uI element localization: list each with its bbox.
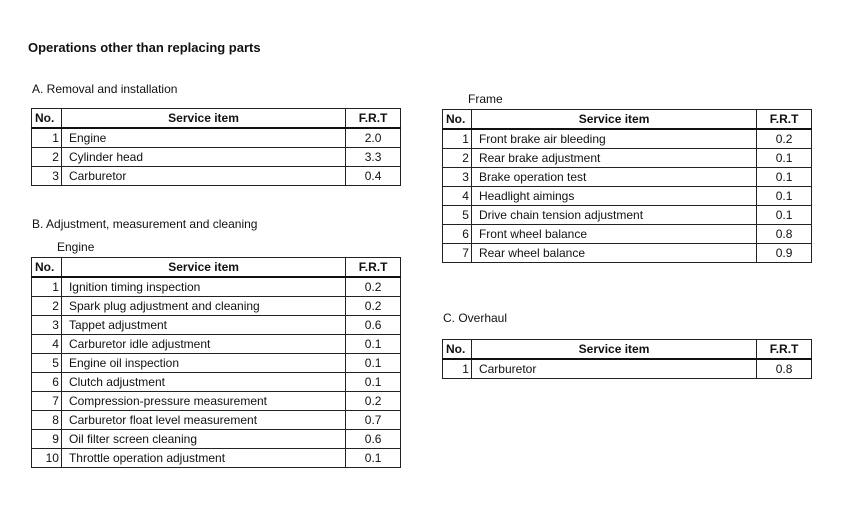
service-item: Carburetor float level measurement	[61, 411, 345, 430]
table-frame-adjustments	[442, 109, 812, 263]
row-number: 2	[32, 297, 62, 316]
frt-value: 0.9	[757, 244, 812, 263]
table-removal-installation	[31, 108, 401, 186]
frt-value: 0.6	[346, 316, 401, 335]
frt-value: 2.0	[346, 128, 401, 148]
row-number: 5	[32, 354, 62, 373]
col-header-no: No.	[443, 110, 472, 130]
col-header-frt: F.R.T	[757, 110, 812, 130]
frt-value: 0.6	[346, 430, 401, 449]
frt-value: 0.8	[757, 359, 812, 379]
table-row	[32, 449, 401, 468]
col-header-service-item: Service item	[471, 110, 756, 130]
table-row	[32, 128, 401, 148]
col-header-no: No.	[32, 109, 62, 129]
col-header-service-item: Service item	[61, 109, 345, 129]
row-number: 3	[443, 168, 472, 187]
table-row	[443, 187, 812, 206]
frt-value: 0.1	[757, 187, 812, 206]
row-number: 10	[32, 449, 62, 468]
row-number: 9	[32, 430, 62, 449]
table-row	[443, 359, 812, 379]
service-item: Rear brake adjustment	[471, 149, 756, 168]
table-row	[443, 225, 812, 244]
table-row	[32, 297, 401, 316]
frt-value: 0.2	[346, 277, 401, 297]
table-row	[32, 373, 401, 392]
col-header-no: No.	[32, 258, 62, 278]
frt-value: 0.1	[346, 335, 401, 354]
row-number: 1	[443, 359, 472, 379]
row-number: 3	[32, 316, 62, 335]
row-number: 2	[32, 148, 62, 167]
table-row	[32, 354, 401, 373]
service-item: Rear wheel balance	[471, 244, 756, 263]
frt-value: 0.7	[346, 411, 401, 430]
row-number: 4	[443, 187, 472, 206]
row-number: 7	[443, 244, 472, 263]
service-item: Engine oil inspection	[61, 354, 345, 373]
service-item: Front brake air bleeding	[471, 129, 756, 149]
row-number: 7	[32, 392, 62, 411]
col-header-frt: F.R.T	[757, 340, 812, 360]
service-item: Headlight aimings	[471, 187, 756, 206]
frt-value: 0.2	[757, 129, 812, 149]
table-row	[443, 168, 812, 187]
service-item: Engine	[61, 128, 345, 148]
engine-subtitle: Engine	[57, 240, 95, 254]
service-item: Spark plug adjustment and cleaning	[61, 297, 345, 316]
service-item: Tappet adjustment	[61, 316, 345, 335]
table-row	[32, 148, 401, 167]
service-item: Throttle operation adjustment	[61, 449, 345, 468]
service-item: Clutch adjustment	[61, 373, 345, 392]
row-number: 1	[443, 129, 472, 149]
frt-value: 0.2	[346, 392, 401, 411]
table-row	[443, 244, 812, 263]
service-item: Ignition timing inspection	[61, 277, 345, 297]
frt-value: 0.1	[346, 449, 401, 468]
col-header-service-item: Service item	[471, 340, 756, 360]
table-engine-adjustments	[31, 257, 401, 468]
table-row	[443, 149, 812, 168]
row-number: 1	[32, 128, 62, 148]
page-title: Operations other than replacing parts	[28, 40, 261, 55]
section-b-title: B. Adjustment, measurement and cleaning	[32, 217, 258, 231]
frt-value: 0.1	[346, 373, 401, 392]
service-item: Carburetor	[61, 167, 345, 186]
row-number: 8	[32, 411, 62, 430]
col-header-service-item: Service item	[61, 258, 345, 278]
service-item: Carburetor	[471, 359, 756, 379]
table-row	[32, 167, 401, 186]
service-item: Carburetor idle adjustment	[61, 335, 345, 354]
row-number: 2	[443, 149, 472, 168]
row-number: 3	[32, 167, 62, 186]
table-overhaul	[442, 339, 812, 379]
table-row	[32, 430, 401, 449]
service-item: Compression-pressure measurement	[61, 392, 345, 411]
table-row	[32, 316, 401, 335]
table-row	[32, 392, 401, 411]
table-row	[32, 335, 401, 354]
table-row	[32, 411, 401, 430]
frt-value: 0.8	[757, 225, 812, 244]
service-item: Front wheel balance	[471, 225, 756, 244]
table-row	[32, 277, 401, 297]
col-header-no: No.	[443, 340, 472, 360]
service-item: Brake operation test	[471, 168, 756, 187]
frt-value: 0.2	[346, 297, 401, 316]
table-row	[443, 206, 812, 225]
service-item: Oil filter screen cleaning	[61, 430, 345, 449]
table-row	[443, 129, 812, 149]
frt-value: 0.1	[346, 354, 401, 373]
frt-value: 0.4	[346, 167, 401, 186]
row-number: 6	[32, 373, 62, 392]
col-header-frt: F.R.T	[346, 258, 401, 278]
section-c-title: C. Overhaul	[443, 311, 508, 325]
frt-value: 0.1	[757, 168, 812, 187]
row-number: 6	[443, 225, 472, 244]
frt-value: 0.1	[757, 149, 812, 168]
frt-value: 3.3	[346, 148, 401, 167]
service-item: Drive chain tension adjustment	[471, 206, 756, 225]
col-header-frt: F.R.T	[346, 109, 401, 129]
section-a-title: A. Removal and installation	[32, 82, 178, 96]
frame-subtitle: Frame	[468, 92, 503, 106]
service-item: Cylinder head	[61, 148, 345, 167]
row-number: 4	[32, 335, 62, 354]
frt-value: 0.1	[757, 206, 812, 225]
row-number: 1	[32, 277, 62, 297]
row-number: 5	[443, 206, 472, 225]
